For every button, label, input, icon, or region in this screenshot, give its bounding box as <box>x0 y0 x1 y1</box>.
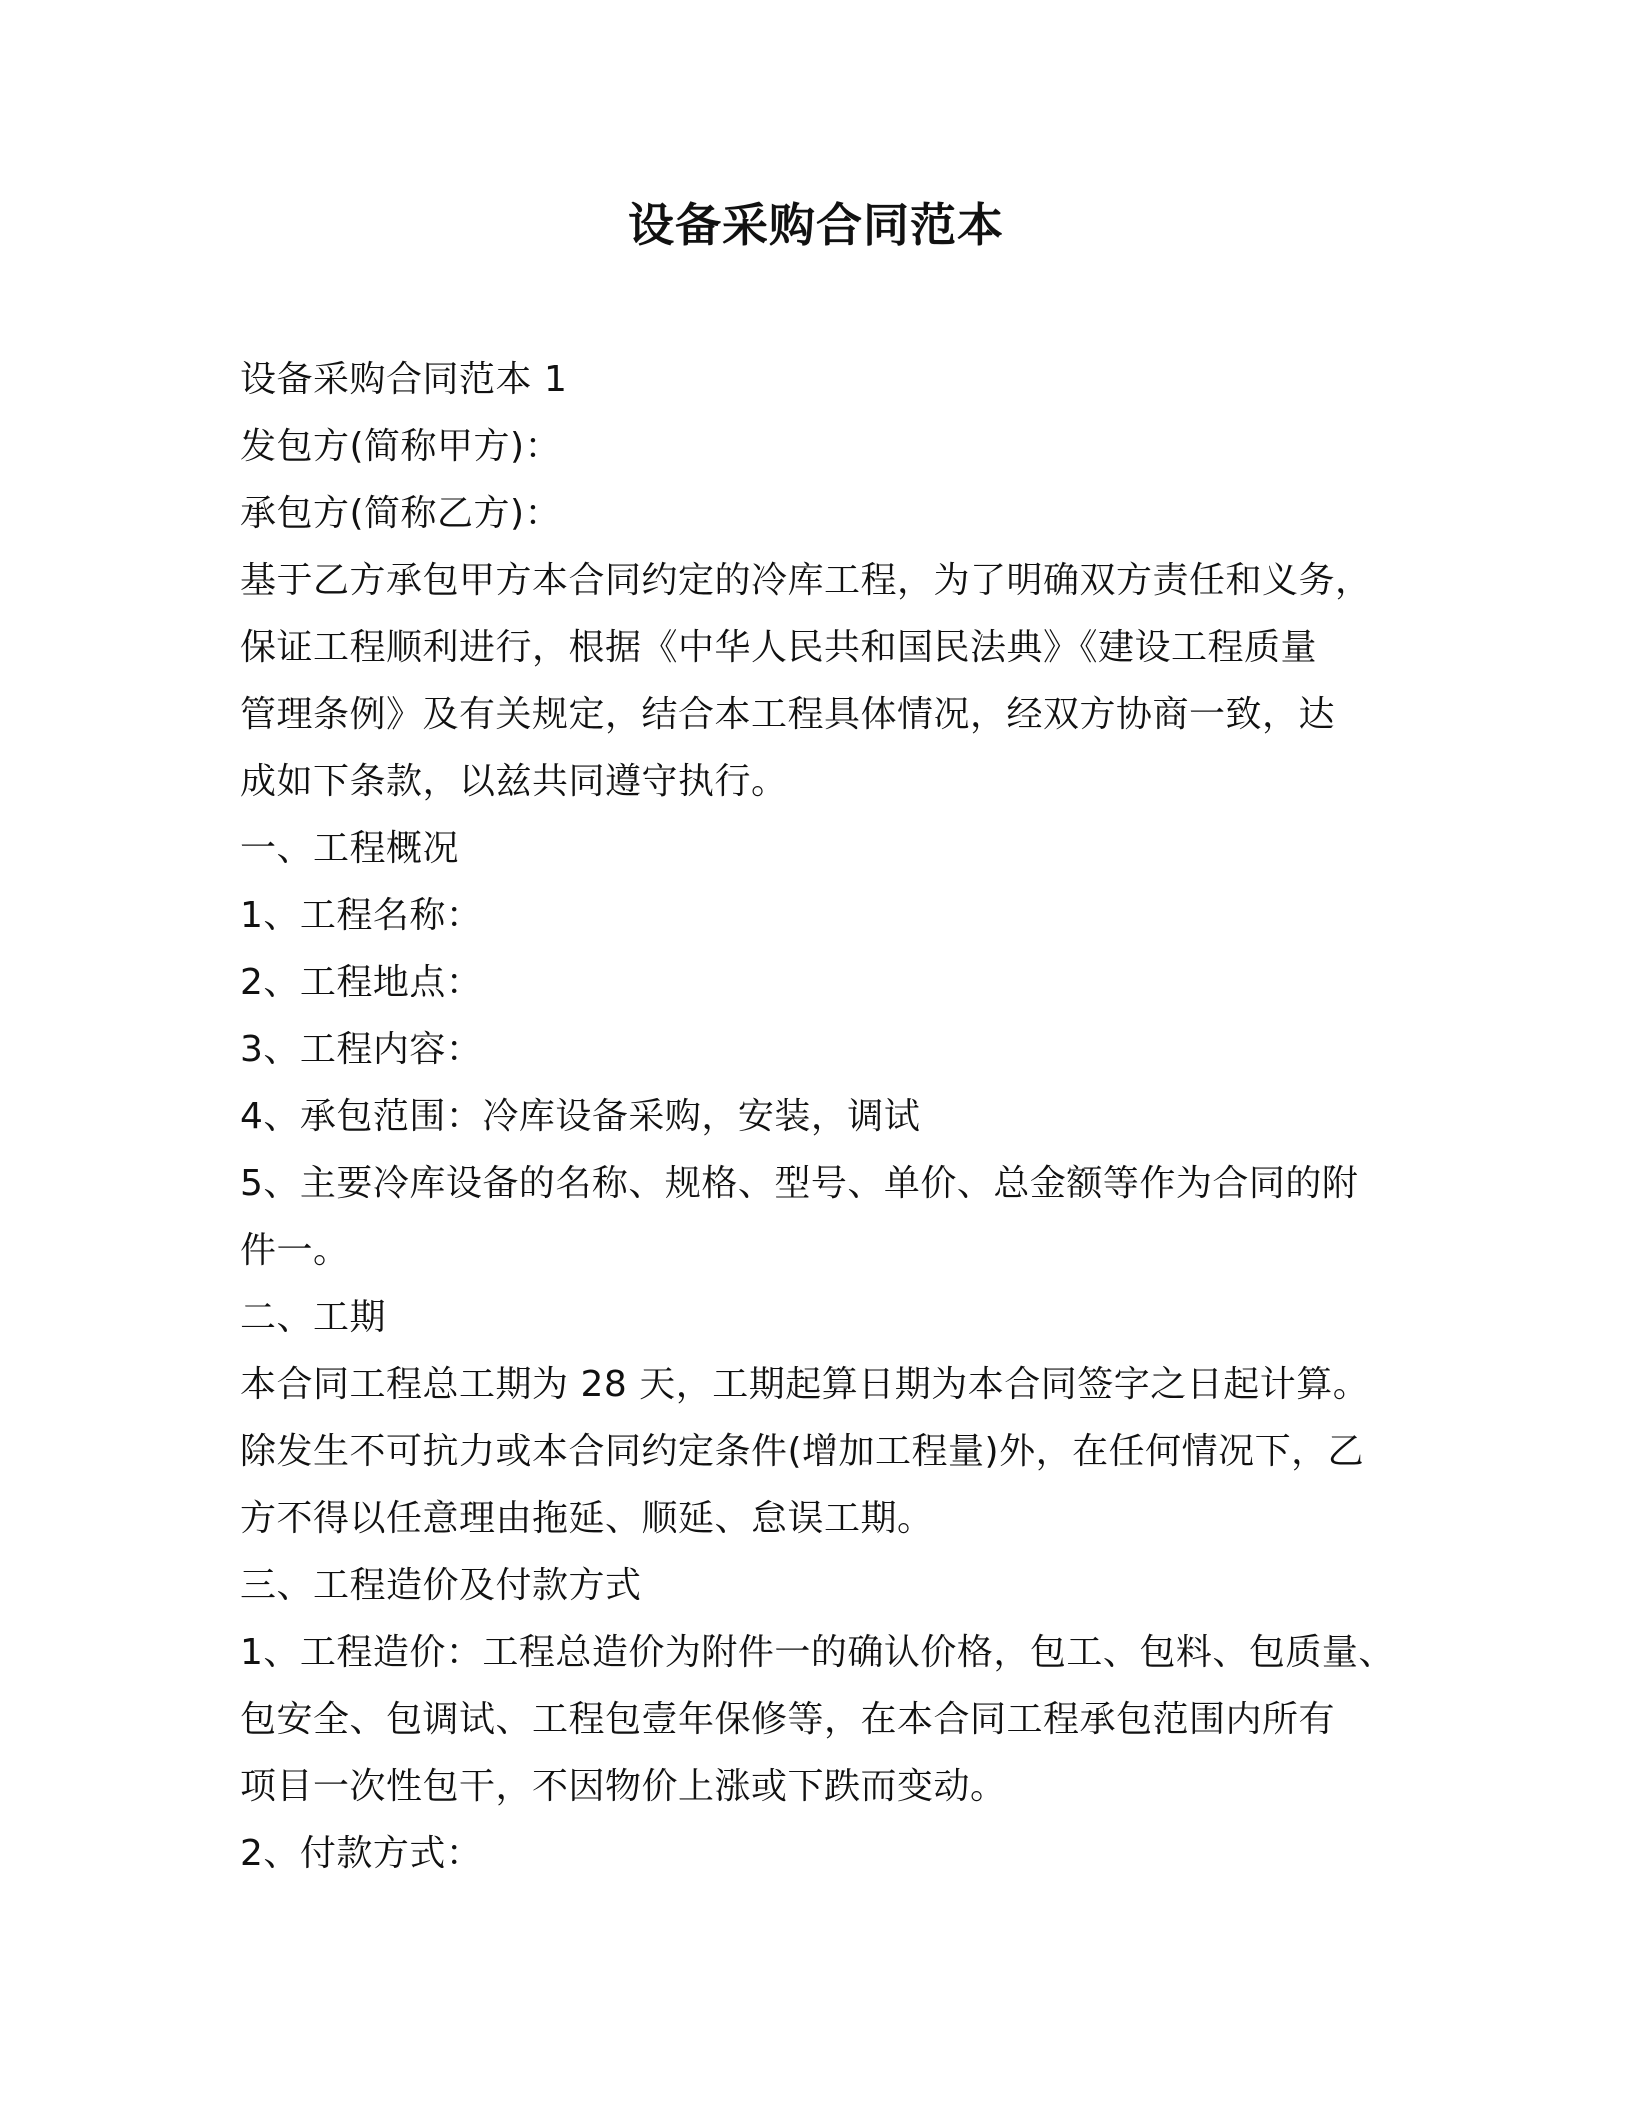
section-heading: 一、工程概况 <box>240 828 460 869</box>
document-body <box>240 346 1400 1887</box>
text-line: 基于乙方承包甲方本合同约定的冷库工程，为了明确双方责任和义务， <box>240 560 1372 601</box>
text-line: 件一。 <box>240 1230 350 1271</box>
text-line: 发包方(简称甲方)： <box>240 426 562 467</box>
text-line: 2、工程地点： <box>240 962 483 1003</box>
text-line: 包安全、包调试、工程包壹年保修等，在本合同工程承包范围内所有 <box>240 1699 1336 1740</box>
text-line: 1、工程名称： <box>240 895 483 936</box>
text-line: 除发生不可抗力或本合同约定条件(增加工程量)外，在任何情况下，乙 <box>240 1431 1365 1472</box>
text-line: 成如下条款，以兹共同遵守执行。 <box>240 761 788 802</box>
text-line: 2、付款方式： <box>240 1833 483 1874</box>
text-line: 方不得以任意理由拖延、顺延、怠误工期。 <box>240 1498 934 1539</box>
text-line: 项目一次性包干，不因物价上涨或下跌而变动。 <box>240 1766 1007 1807</box>
text-line: 本合同工程总工期为 28 天，工期起算日期为本合同签字之日起计算。 <box>240 1364 1370 1405</box>
section-heading: 三、工程造价及付款方式 <box>240 1565 642 1606</box>
text-line: 4、承包范围：冷库设备采购，安装，调试 <box>240 1096 921 1137</box>
text-line: 3、工程内容： <box>240 1029 483 1070</box>
document-title: 设备采购合同范本 <box>628 198 1004 252</box>
section-heading: 二、工期 <box>240 1297 387 1338</box>
text-line: 保证工程顺利进行，根据《中华人民共和国民法典》《建设工程质量 <box>240 627 1318 668</box>
text-line: 5、主要冷库设备的名称、规格、型号、单价、总金额等作为合同的附 <box>240 1163 1359 1204</box>
text-line: 管理条例》及有关规定，结合本工程具体情况，经双方协商一致，达 <box>240 694 1336 735</box>
text-line: 承包方(简称乙方)： <box>240 493 562 534</box>
text-line: 设备采购合同范本 1 <box>240 359 568 400</box>
text-line: 1、工程造价：工程总造价为附件一的确认价格，包工、包料、包质量、 <box>240 1632 1395 1673</box>
